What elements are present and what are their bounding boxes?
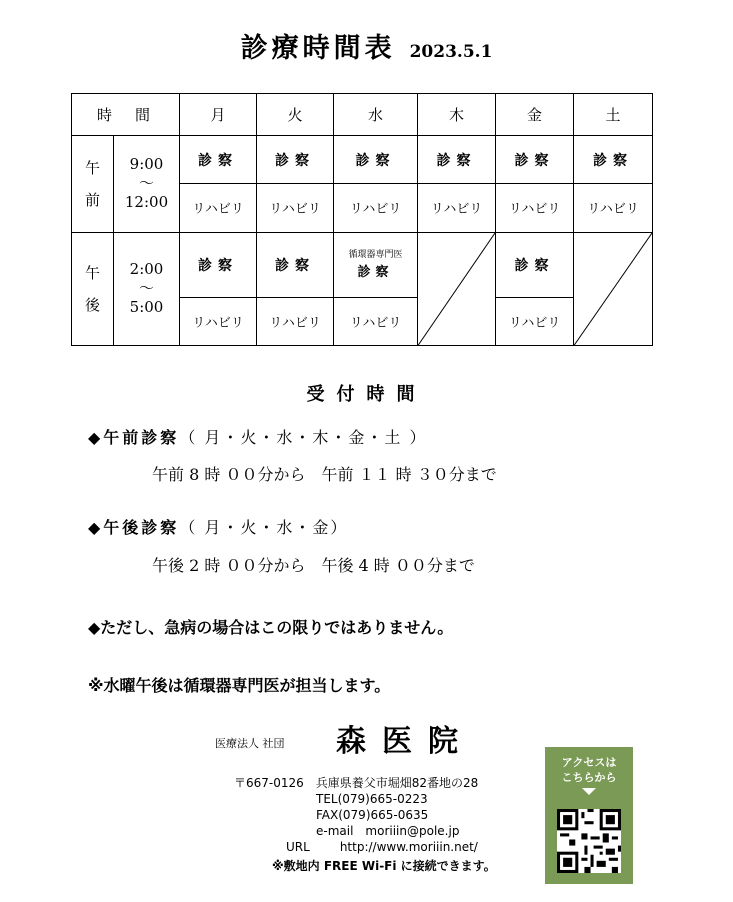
page-title-block bbox=[0, 26, 733, 65]
pm-mon-shinsatsu: 診察 bbox=[180, 232, 257, 297]
wifi-note: ※敷地内 FREE Wi-Fi に接続できます。 bbox=[272, 859, 496, 873]
am-reception-heading: ◆午前診察（ 月・火・水・木・金・土 ） bbox=[88, 428, 428, 447]
day-mon: 月 bbox=[180, 94, 257, 136]
specialist-label: 循環器専門医 bbox=[348, 250, 403, 261]
access-label: アクセスは こちらから bbox=[561, 756, 617, 784]
emergency-note: ◆ただし、急病の場合はこの限りではありません。 bbox=[88, 618, 454, 637]
specialist-shinsatsu: 診察 bbox=[357, 265, 394, 281]
am-mon-shinsatsu: 診察 bbox=[180, 136, 257, 184]
pm-mon-reha: リハビリ bbox=[180, 297, 257, 345]
wednesday-note: ※水曜午後は循環器専門医が担当します。 bbox=[88, 676, 391, 695]
am-shinsatsu-row bbox=[72, 136, 653, 184]
closed-slash-icon bbox=[418, 233, 495, 345]
pm-tue-shinsatsu: 診察 bbox=[257, 232, 334, 297]
pm-tue-reha: リハビリ bbox=[257, 297, 334, 345]
pm-shinsatsu-row bbox=[72, 232, 653, 297]
schedule-header-row bbox=[72, 94, 653, 136]
am-sat-reha: リハビリ bbox=[574, 184, 653, 232]
corporation-type: 医療法人 社団 bbox=[215, 737, 285, 750]
am-thu-reha: リハビリ bbox=[418, 184, 496, 232]
arrow-down-icon bbox=[582, 788, 596, 795]
url-row bbox=[286, 839, 478, 855]
fax: FAX(079)665-0635 bbox=[316, 808, 429, 822]
pm-hours: 2:00 〜 5:00 bbox=[114, 232, 180, 345]
time-header: 時 間 bbox=[72, 94, 180, 136]
page-title: 診療時間表 bbox=[240, 33, 396, 64]
pm-wed-reha: リハビリ bbox=[334, 297, 418, 345]
pm-label: 午 後 bbox=[72, 232, 114, 345]
tel: TEL(079)665-0223 bbox=[316, 792, 428, 806]
am-label: 午 前 bbox=[72, 136, 114, 232]
am-mon-reha: リハビリ bbox=[180, 184, 257, 232]
day-thu: 木 bbox=[418, 94, 496, 136]
address: 〒667-0126 兵庫県養父市堀畑82番地の28 bbox=[234, 776, 479, 790]
clinic-name: 森医院 bbox=[336, 724, 474, 759]
pm-wed-specialist bbox=[334, 232, 418, 297]
am-tue-reha: リハビリ bbox=[257, 184, 334, 232]
revision-date: 2023.5.1 bbox=[409, 42, 493, 62]
closed-slash-icon bbox=[574, 233, 652, 345]
am-wed-shinsatsu: 診察 bbox=[334, 136, 418, 184]
am-thu-shinsatsu: 診察 bbox=[418, 136, 496, 184]
am-fri-shinsatsu: 診察 bbox=[496, 136, 574, 184]
day-tue: 火 bbox=[257, 94, 334, 136]
qr-code-icon[interactable] bbox=[557, 809, 621, 873]
day-sat: 土 bbox=[574, 94, 653, 136]
am-reception-hours: 午前 8 時 ００分から 午前 １１ 時 ３０分まで bbox=[152, 465, 497, 484]
pm-reception-heading: ◆午後診察（ 月・火・水・金） bbox=[88, 518, 349, 537]
pm-fri-shinsatsu: 診察 bbox=[496, 232, 574, 297]
am-wed-reha: リハビリ bbox=[334, 184, 418, 232]
day-wed: 水 bbox=[334, 94, 418, 136]
pm-thu-closed bbox=[418, 232, 496, 345]
pm-fri-reha: リハビリ bbox=[496, 297, 574, 345]
am-tue-shinsatsu: 診察 bbox=[257, 136, 334, 184]
reception-title: 受付時間 bbox=[306, 384, 427, 405]
am-sat-shinsatsu: 診察 bbox=[574, 136, 653, 184]
url-label: URL bbox=[286, 840, 310, 854]
url-link[interactable]: http://www.moriiin.net/ bbox=[339, 840, 478, 854]
pm-reception-hours: 午後 2 時 ００分から 午後 4 時 ００分まで bbox=[152, 556, 475, 575]
pm-sat-closed bbox=[574, 232, 653, 345]
email: e-mail moriiin@pole.jp bbox=[316, 824, 460, 838]
access-qr-panel[interactable] bbox=[545, 747, 633, 884]
schedule-table bbox=[71, 93, 653, 346]
day-fri: 金 bbox=[496, 94, 574, 136]
am-hours: 9:00 〜 12:00 bbox=[114, 136, 180, 232]
am-fri-reha: リハビリ bbox=[496, 184, 574, 232]
